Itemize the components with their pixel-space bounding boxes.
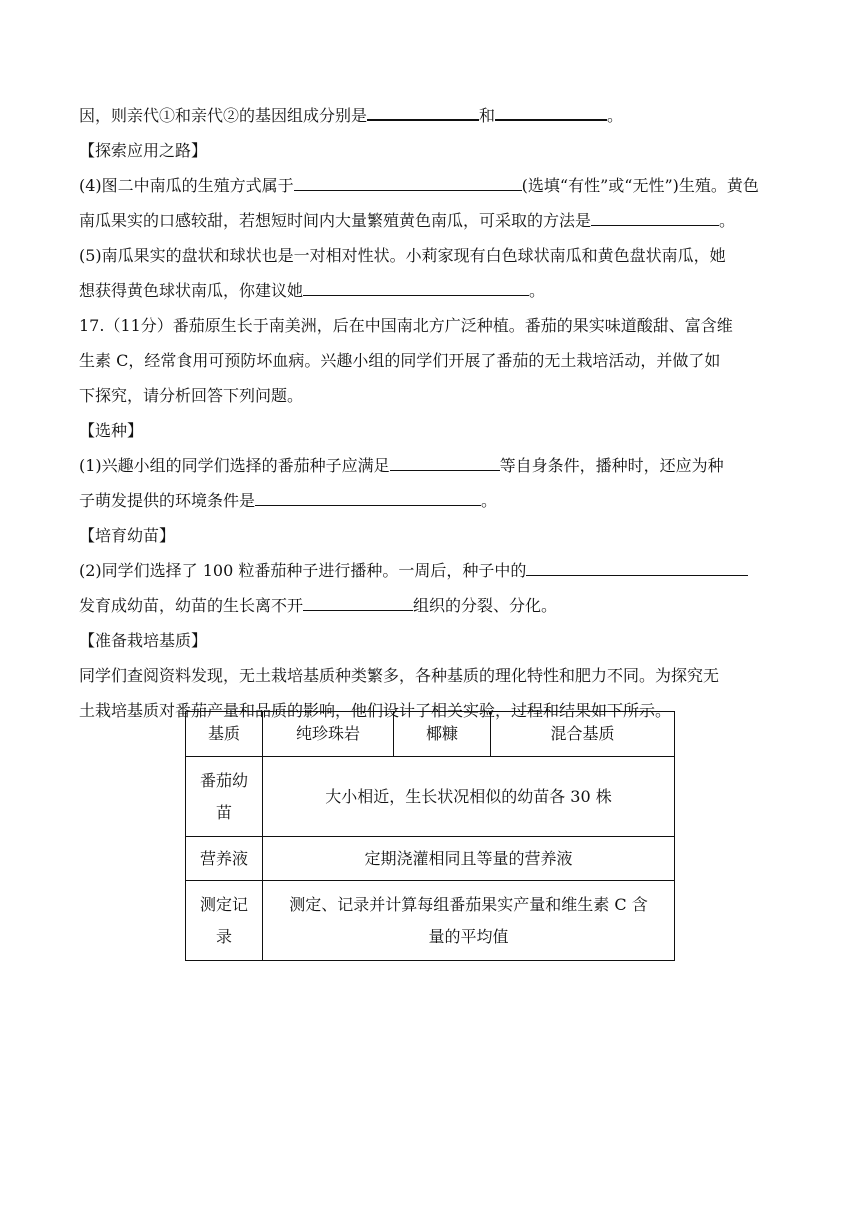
answer-blank-17-2a[interactable] [526,561,748,576]
table-header-cell: 基质 [186,712,263,757]
q5-text: 。 [529,281,546,300]
q17-1-text: 等自身条件，播种时，还应为种 [499,456,724,475]
answer-blank-17-1a[interactable] [390,456,500,471]
q5-text: 想获得黄色球状南瓜，你建议她 [79,281,304,300]
cell-text: 测定、记录并计算每组番茄果实产量和维生素 C 含 [289,894,648,914]
answer-blank-17-1b[interactable] [255,491,481,506]
section-heading: 【准备栽培基质】 [79,631,208,650]
answer-blank-2[interactable] [495,105,607,121]
q17-2-text: (2)同学们选择了 100 粒番茄种子进行播种。一周后，种子中的 [79,561,527,580]
q16-answer-line [79,105,623,126]
table-row-label [186,881,263,961]
q17-1-text: (1)兴趣小组的同学们选择的番茄种子应满足 [79,456,390,475]
question-17-1-line-2 [79,491,497,511]
row-label-text: 录 [215,926,232,946]
answer-blank-q5[interactable] [303,281,529,296]
table-header-cell: 纯珍珠岩 [263,712,394,757]
cell-text: 量的平均值 [428,926,509,946]
question-17-1-line-1 [79,456,724,476]
table-row-label [186,757,263,837]
row-label-text: 测定记 [199,894,248,914]
answer-blank-q4-1[interactable] [294,176,522,191]
answer-blank-q4-2[interactable] [591,211,719,226]
question-5-line-2 [79,281,545,301]
q17-1-text: 。 [481,491,498,510]
q17-2-text: 组织的分裂、分化。 [413,596,558,615]
section-heading: 【选种】 [79,421,144,440]
q16-text: 。 [607,106,624,125]
q4-text: (4)图二中南瓜的生殖方式属于 [79,176,294,195]
table-header-row [186,712,675,757]
question-17-intro: 17.（11分）番茄原生长于南美洲，后在中国南北方广泛种植。番茄的果实味道酸甜、富含维 [79,316,733,335]
row-label-text: 苗 [215,802,232,822]
paragraph-line: 同学们查阅资料发现，无土栽培基质种类繁多，各种基质的理化特性和肥力不同。为探究无 [79,666,720,685]
section-heading: 【培育幼苗】 [79,526,176,545]
row-label-text: 番茄幼 [199,770,248,790]
table-cell: 大小相近，生长状况相似的幼苗各 30 株 [263,757,675,837]
paragraph-line: 土栽培基质对番茄产量和品质的影响，他们设计了相关实验，过程和结果如下所示。 [79,701,672,720]
table-row-label: 营养液 [186,837,263,881]
q16-text: 因，则亲代①和亲代②的基因组成分别是 [79,106,368,125]
question-17-2-line-2 [79,596,557,616]
question-17-intro: 下探究，请分析回答下列问题。 [79,386,304,405]
q4-text: 。 [719,211,736,230]
question-4-line-1 [79,176,759,196]
question-4-line-2 [79,211,735,231]
table-row [186,757,675,837]
experiment-table [185,711,675,961]
question-17-2-line-1 [79,561,748,581]
table-cell [263,881,675,961]
q4-text: (选填“有性”或“无性”)生殖。黄色 [521,176,759,195]
q17-1-text: 子萌发提供的环境条件是 [79,491,256,510]
q17-2-text: 发育成幼苗，幼苗的生长离不开 [79,596,304,615]
table-cell: 定期浇灌相同且等量的营养液 [263,837,675,881]
question-5-line-1: (5)南瓜果实的盘状和球状也是一对相对性状。小莉家现有白色球状南瓜和黄色盘状南瓜，她 [79,246,726,265]
table-header-cell: 椰糠 [394,712,491,757]
table-header-cell: 混合基质 [491,712,675,757]
answer-blank-17-2b[interactable] [303,596,413,611]
section-heading: 【探索应用之路】 [79,141,208,160]
table-row [186,837,675,881]
q16-text: 和 [479,106,496,125]
table-row [186,881,675,961]
answer-blank-1[interactable] [367,105,479,121]
question-17-intro: 生素 C，经常食用可预防坏血病。兴趣小组的同学们开展了番茄的无土栽培活动，并做了如 [79,351,721,370]
q4-text: 南瓜果实的口感较甜，若想短时间内大量繁殖黄色南瓜，可采取的方法是 [79,211,592,230]
